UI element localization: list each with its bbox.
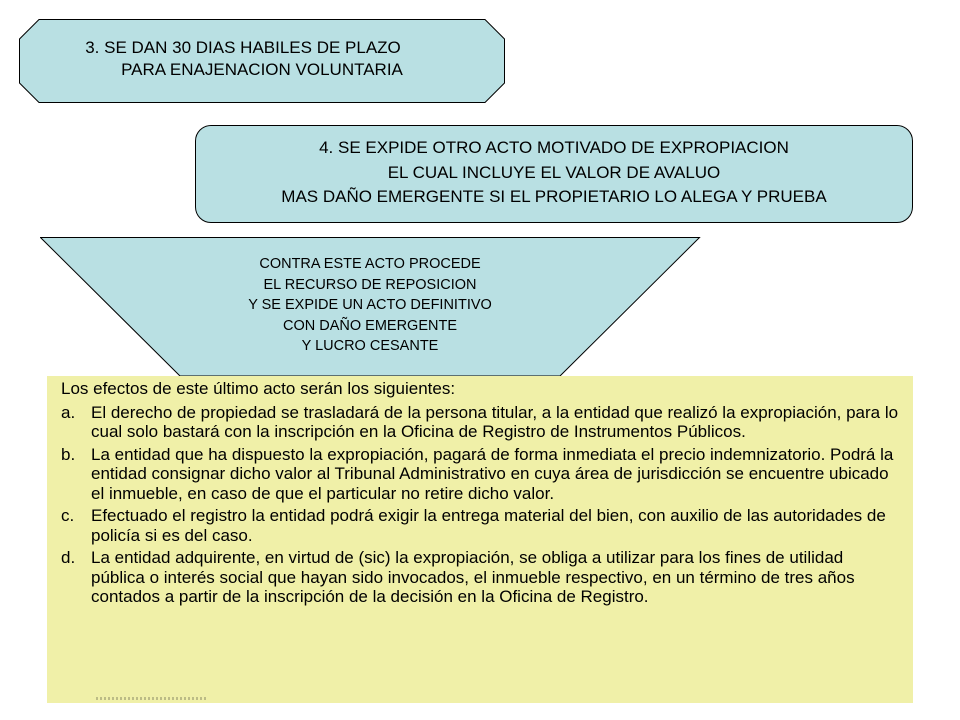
efectos-item-marker: b.: [61, 444, 76, 464]
step-4-line: 4. SE EXPIDE OTRO ACTO MOTIVADO DE EXPROPIACION: [319, 138, 789, 157]
step-3-line: PARA ENAJENACION VOLUNTARIA: [121, 60, 403, 79]
step-3-box: [19, 19, 505, 103]
step-4-text: [196, 136, 912, 210]
efectos-item-marker: a.: [61, 402, 76, 422]
recurso-line: CON DAÑO EMERGENTE: [282, 317, 457, 334]
step-4-box: [195, 125, 913, 223]
step-3-text: [19, 37, 505, 81]
efectos-item-text: La entidad adquirente, en virtud de (sic) la expropiación, se obliga a utilizar para los fines de utilidad pública o interés social que hayan sido invocados, el inmueble respectivo, en un término de tres años contados a partir de la inscripción de la decisión en la Oficina de Registro.: [91, 548, 855, 606]
efectos-item-text: El derecho de propiedad se trasladará de la persona titular, a la entidad que realizó la expropiación, para lo cual solo bastará con la inscripción en la Oficina de Registro de Instrumentos Públicos.: [91, 402, 899, 441]
efectos-item: [61, 403, 901, 442]
step-3-line: 3. SE DAN 30 DIAS HABILES DE PLAZO: [85, 38, 401, 57]
step-4-line: MAS DAÑO EMERGENTE SI EL PROPIETARIO LO ALEGA Y PRUEBA: [281, 187, 827, 206]
efectos-item-marker: c.: [61, 506, 75, 525]
efectos-item-marker: d.: [61, 548, 76, 567]
faint-footer-mark: [96, 697, 206, 700]
recurso-line: CONTRA ESTE ACTO PROCEDE: [259, 256, 481, 272]
efectos-item: [61, 506, 901, 545]
efectos-intro: Los efectos de este último acto serán los siguientes:: [61, 379, 456, 398]
efectos-item: [61, 548, 901, 607]
recurso-line: Y LUCRO CESANTE: [301, 338, 439, 354]
recurso-text: [40, 254, 700, 357]
efectos-item-text: Efectuado el registro la entidad podrá exigir la entrega material del bien, con auxilio de las autoridades de policía si es del caso.: [91, 506, 886, 545]
efectos-note: [47, 376, 913, 703]
recurso-trapezoid: [40, 237, 702, 377]
step-4-line: EL CUAL INCLUYE EL VALOR DE AVALUO: [387, 162, 721, 182]
recurso-line: Y SE EXPIDE UN ACTO DEFINITIVO: [248, 297, 492, 313]
recurso-line: EL RECURSO DE REPOSICION: [263, 276, 477, 293]
efectos-item: [61, 445, 901, 504]
efectos-item-text: La entidad que ha dispuesto la expropiación, pagará de forma inmediata el precio indemnizatorio. Podrá la entidad consignar dicho valor al Tribunal Administrativo en cuya área de jurisdicción se encuentre ubicado el inmueble, en caso de que el particular no retire dicho valor.: [91, 444, 894, 503]
